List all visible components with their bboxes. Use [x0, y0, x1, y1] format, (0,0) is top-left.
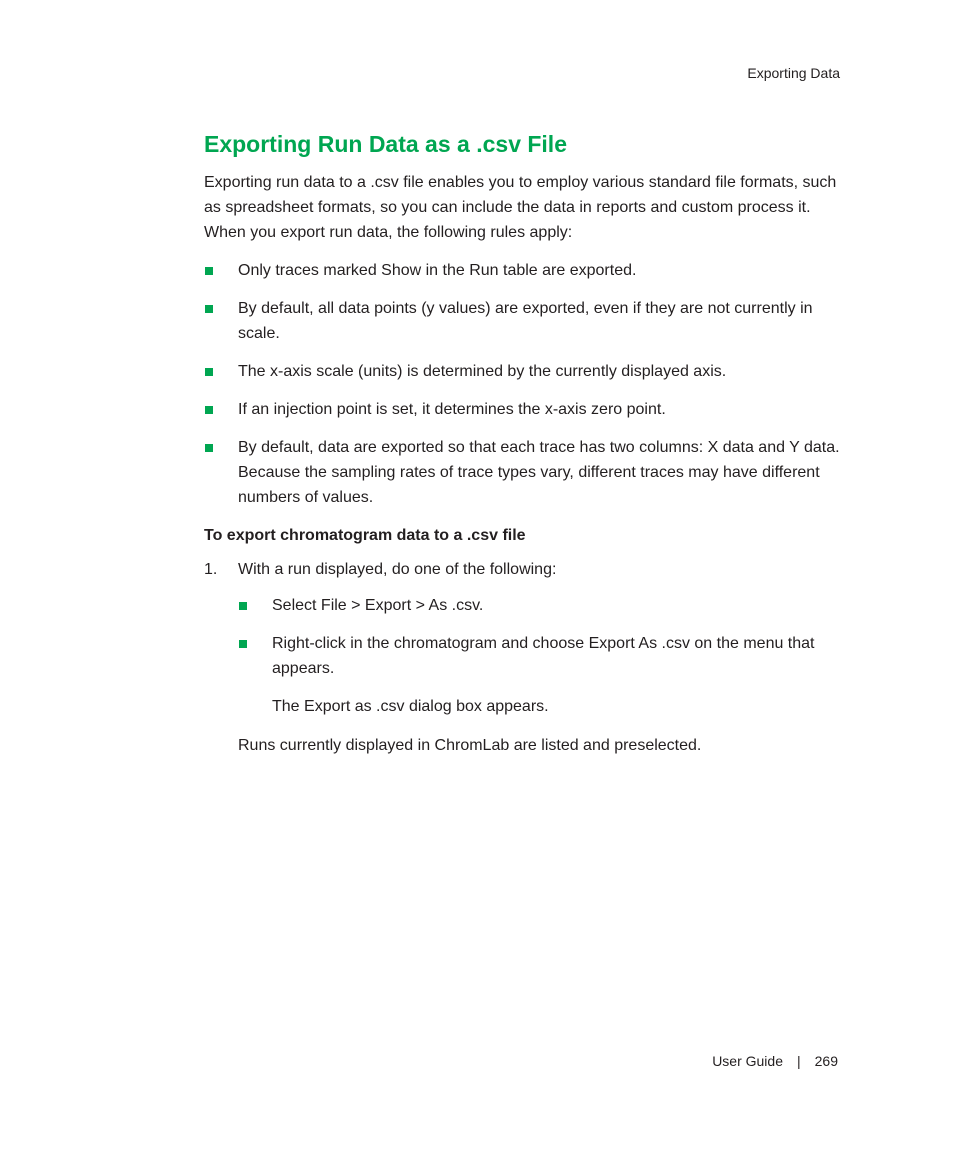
- list-item: [238, 631, 844, 681]
- list-item: [204, 397, 844, 422]
- list-item: [204, 258, 844, 283]
- step-options-list: [238, 593, 844, 681]
- list-item: [204, 435, 844, 510]
- rule-text: By default, all data points (y values) are exported, even if they are not currently in scale.: [238, 300, 813, 342]
- footer-doc-title: User Guide: [712, 1053, 783, 1069]
- rule-text: Only traces marked Show in the Run table are exported.: [238, 262, 637, 279]
- page-footer: [600, 1052, 838, 1070]
- option-text: Select File > Export > As .csv.: [272, 597, 484, 614]
- square-bullet-icon: [205, 406, 213, 414]
- option-text: Right-click in the chromatogram and choose Export As .csv on the menu that appears.: [272, 635, 815, 677]
- page-title: Exporting Run Data as a .csv File: [204, 131, 567, 157]
- procedure-step-1: [204, 557, 844, 582]
- footer-separator: |: [797, 1053, 801, 1069]
- page-number: 269: [814, 1053, 838, 1069]
- step-result: Runs currently displayed in ChromLab are listed and preselected.: [238, 737, 702, 754]
- rule-text: If an injection point is set, it determines the x-axis zero point.: [238, 401, 666, 418]
- procedure-heading: To export chromatogram data to a .csv file: [204, 527, 526, 544]
- square-bullet-icon: [205, 305, 213, 313]
- dialog-note: The Export as .csv dialog box appears.: [272, 698, 549, 715]
- square-bullet-icon: [205, 368, 213, 376]
- square-bullet-icon: [239, 640, 247, 648]
- list-item: [238, 593, 844, 618]
- running-header: Exporting Data: [747, 65, 840, 81]
- step-number: 1.: [204, 561, 218, 578]
- intro-paragraph: Exporting run data to a .csv file enables you to employ various standard file formats, such as spreadsheet formats, so you can include the data in reports and custom process it. When you export run data, the following rules apply:: [204, 174, 837, 241]
- rule-text: By default, data are exported so that each trace has two columns: X data and Y data. Because the sampling rates of trace types vary, different traces may have different numbers of values.: [238, 439, 840, 506]
- square-bullet-icon: [239, 602, 247, 610]
- square-bullet-icon: [205, 444, 213, 452]
- page-content: [204, 128, 844, 758]
- list-item: [204, 296, 844, 346]
- list-item: [204, 359, 844, 384]
- rules-list: [204, 258, 844, 510]
- square-bullet-icon: [205, 267, 213, 275]
- step-text: With a run displayed, do one of the following:: [238, 561, 557, 578]
- rule-text: The x-axis scale (units) is determined by the currently displayed axis.: [238, 363, 727, 380]
